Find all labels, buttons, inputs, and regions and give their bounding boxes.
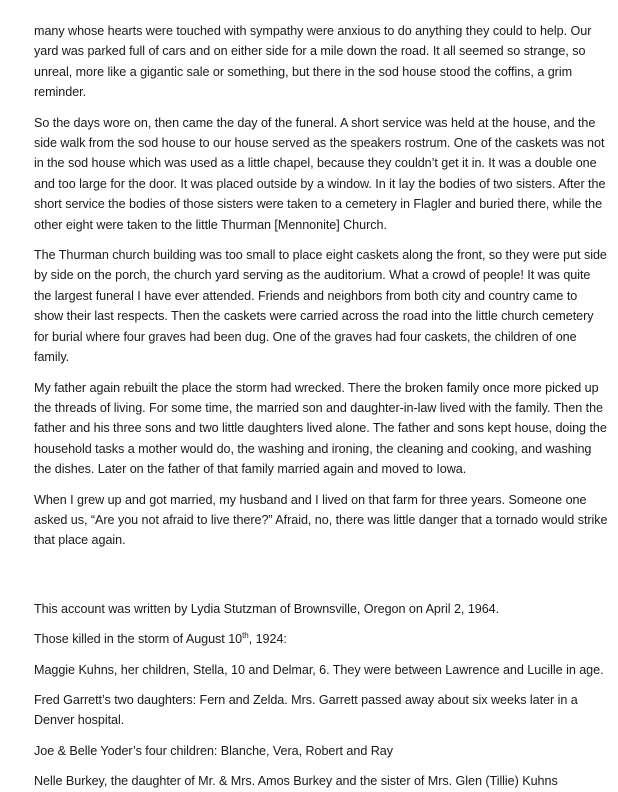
victim-entry: Maggie Kuhns, her children, Stella, 10 and Delmar, 6. They were between Lawrence and Lucille in age.: [34, 662, 604, 677]
killed-intro: [34, 629, 608, 649]
victim-entry: Joe & Belle Yoder’s four children: Blanche, Vera, Robert and Ray: [34, 743, 393, 758]
section-gap: [34, 561, 608, 599]
victim-entry: Fred Garrett’s two daughters: Fern and Zelda. Mrs. Garrett passed away about six weeks later in a Denver hospital.: [34, 692, 578, 728]
paragraph-funeral-day: So the days wore on, then came the day of the funeral. A short service was held at the house, and the side walk from the sod house to our house served as the speakers rostrum. One of the caskets was not in the sod house which was used as a little chapel, because they couldn’t get it in. It was a double one and too large for the door. It was placed outside by a window. In it lay the bodies of two sisters. After the short service the bodies of those sisters were taken to a cemetery in Flagler and buried there, while the other eight were taken to the little Thurman [Mennonite] Church.: [34, 115, 606, 232]
paragraph-farm: When I grew up and got married, my husband and I lived on that farm for three years. Someone one asked us, “Are you not afraid to live there?” Afraid, no, there was little danger that a tornado would strike that place again.: [34, 492, 608, 548]
killed-intro-ordinal: th: [242, 630, 249, 640]
killed-intro-year: , 1924:: [248, 632, 287, 647]
paragraph-sympathy: many whose hearts were touched with sympathy were anxious to do anything they could to help. Our yard was parked full of cars and on either side for a mile down the road. It all seemed so strange, so unreal, more like a gigantic sale or something, but there in the sod house stood the coffins, a grim reminder.: [34, 24, 592, 100]
account-note: This account was written by Lydia Stutzman of Brownsville, Oregon on April 2, 1964.: [34, 601, 500, 616]
paragraph-rebuilt: My father again rebuilt the place the storm had wrecked. There the broken family once more picked up the threads of living. For some time, the married son and daughter-in-law lived with the family. Then the father and his three sons and two little daughters lived alone. The father and sons kept house, doing the household tasks a mother would do, the washing and ironing, the cleaning and cooking, and washing the dishes. Later on the father of that family married again and moved to Iowa.: [34, 380, 607, 477]
killed-intro-text: Those killed in the storm of August 10: [34, 632, 243, 647]
victim-entry: Nelle Burkey, the daughter of Mr. & Mrs. Amos Burkey and the sister of Mrs. Glen (Tillie) Kuhns: [34, 774, 558, 789]
paragraph-thurman-church: The Thurman church building was too small to place eight caskets along the front, so they were put side by side on the porch, the church yard serving as the auditorium. What a crowd of people! It was quite the largest funeral I have ever attended. Friends and neighbors from both city and country came to show their last respects. Then the caskets were carried across the road into the little church cemetery for burial where four graves had been dug. One of the graves had four caskets, the children of one family.: [34, 248, 607, 365]
